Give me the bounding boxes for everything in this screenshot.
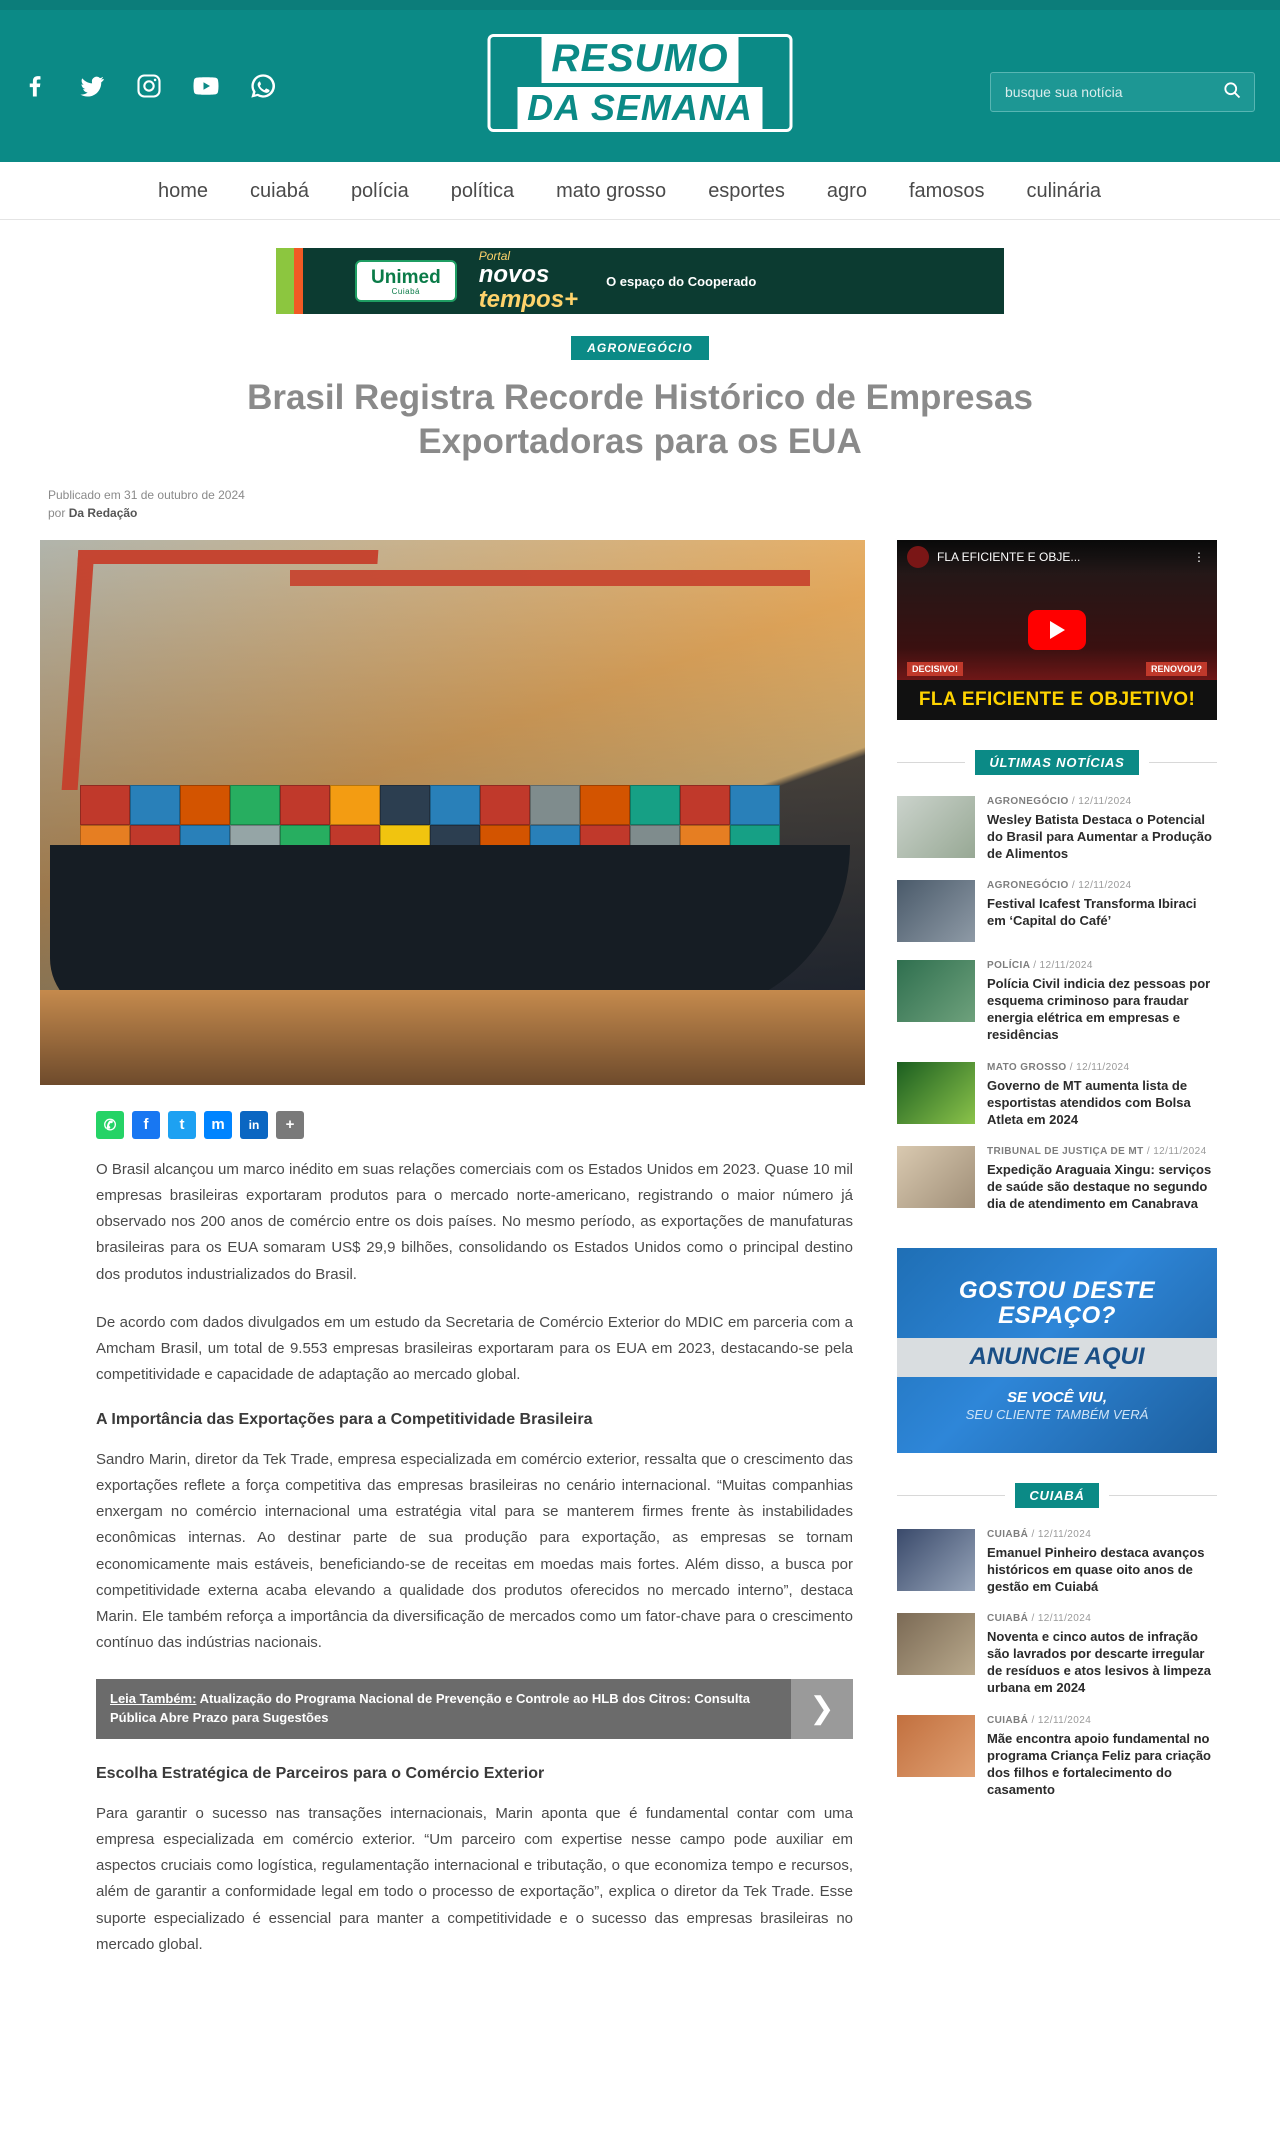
news-headline[interactable]: Noventa e cinco autos de infração são lavrados por descarte irregular de resíduos e atos lesivos à limpeza urbana em 2024 <box>987 1629 1211 1696</box>
news-headline[interactable]: Mãe encontra apoio fundamental no programa Criança Feliz para criação dos filhos e fortalecimento do casamento <box>987 1730 1211 1798</box>
search-input[interactable] <box>1003 83 1222 101</box>
news-thumbnail <box>897 1613 975 1675</box>
news-category-label: POLÍCIA <box>987 959 1030 971</box>
news-headline[interactable]: Emanuel Pinheiro destaca avanços históricos em quase oito anos de gestão em Cuiabá <box>987 1544 1205 1594</box>
ad-line-2: ANUNCIE AQUI <box>897 1338 1217 1376</box>
news-date: / 12/11/2024 <box>1031 1613 1092 1624</box>
news-thumbnail <box>897 880 975 942</box>
nav-item-agro[interactable]: agro <box>826 179 867 202</box>
author-name[interactable]: Da Redação <box>68 505 138 520</box>
sidebar-ad[interactable] <box>897 1248 1217 1453</box>
list-item[interactable] <box>897 951 1217 1053</box>
article-paragraph-2: De acordo com dados divulgados em um estudo da Secretaria de Comércio Exterior do MDIC em parceria com a Amcham Brasil, um total de 9.553 empresas brasileiras exportaram para os EUA em 2023, destacando-se pela competitividade e capacidade de adaptação ao mercado global. <box>96 1313 853 1384</box>
whatsapp-icon[interactable] <box>248 71 278 101</box>
news-date: / 12/11/2024 <box>1033 959 1093 971</box>
portal-line-1: Portal <box>478 248 511 263</box>
news-category <box>987 1613 1217 1624</box>
news-date: / 12/11/2024 <box>1071 795 1132 807</box>
news-category <box>987 1715 1217 1726</box>
news-category-label: CUIABÁ <box>987 1528 1029 1540</box>
messenger-share-icon[interactable]: m <box>204 1111 232 1139</box>
article-subtitle-2: Escolha Estratégica de Parceiros para o Comércio Exterior <box>96 1764 545 1782</box>
news-date: / 12/11/2024 <box>1031 1714 1092 1726</box>
ad-line-1: GOSTOU DESTE ESPAÇO? <box>958 1276 1156 1329</box>
leaderboard-ad-wrap <box>0 220 1280 336</box>
nav-item-famosos[interactable]: famosos <box>908 179 985 202</box>
news-category <box>987 1062 1217 1073</box>
news-headline[interactable]: Polícia Civil indicia dez pessoas por esquema criminoso para fraudar energia elétrica em empresas e residências <box>987 975 1211 1043</box>
nav-item-esportes[interactable]: esportes <box>708 179 785 202</box>
unimed-city: Cuiabá <box>391 287 421 296</box>
social-links <box>20 71 278 101</box>
article-main <box>40 540 865 1981</box>
read-more-headline[interactable]: Atualização do Programa Nacional de Prevenção e Controle ao HLB dos Citros: Consulta Pública Abre Prazo para Sugestões <box>110 1690 751 1725</box>
instagram-icon[interactable] <box>134 71 164 101</box>
content-area <box>0 522 1280 2021</box>
news-category <box>987 796 1217 807</box>
news-thumbnail <box>897 1529 975 1591</box>
news-category-label: AGRONEGÓCIO <box>987 879 1069 891</box>
news-thumbnail <box>897 960 975 1022</box>
video-player[interactable] <box>897 540 1217 720</box>
site-logo[interactable] <box>488 34 793 132</box>
hero-alt-text <box>40 540 41 541</box>
crane-beam-shape <box>290 570 810 586</box>
cuiaba-section-title: CUIABÁ <box>1015 1483 1098 1508</box>
search-box[interactable] <box>990 72 1255 112</box>
news-category <box>987 1146 1217 1157</box>
twitter-share-icon[interactable]: t <box>168 1111 196 1139</box>
logo-line-2: DA SEMANA <box>517 87 763 131</box>
latest-news-header <box>897 750 1217 775</box>
whatsapp-share-icon[interactable]: ✆ <box>96 1111 124 1139</box>
facebook-share-icon[interactable]: f <box>132 1111 160 1139</box>
water-shape <box>40 990 865 1085</box>
news-date: / 12/11/2024 <box>1031 1528 1092 1540</box>
list-item[interactable] <box>897 1706 1217 1808</box>
article-category-badge[interactable]: AGRONEGÓCIO <box>571 336 709 360</box>
author-line <box>48 504 1280 522</box>
youtube-icon[interactable] <box>191 71 221 101</box>
article-category-wrap <box>0 336 1280 360</box>
author-prefix: por <box>48 505 69 520</box>
main-nav <box>0 162 1280 220</box>
article-body <box>40 1157 865 1657</box>
article-body-2 <box>40 1765 865 1959</box>
kebab-menu-icon[interactable]: ⋮ <box>1193 549 1207 564</box>
search-icon[interactable] <box>1222 80 1242 105</box>
video-tag-right: RENOVOU? <box>1146 662 1207 676</box>
latest-news-title: ÚLTIMAS NOTÍCIAS <box>975 750 1138 775</box>
news-category-label: AGRONEGÓCIO <box>987 795 1069 807</box>
news-date: / 12/11/2024 <box>1146 1146 1207 1158</box>
news-headline[interactable]: Expedição Araguaia Xingu: serviços de saúde são destaque no segundo dia de atendimento em Canabrava <box>987 1162 1212 1212</box>
news-category-label: CUIABÁ <box>987 1714 1029 1726</box>
more-share-icon[interactable]: + <box>276 1111 304 1139</box>
list-item[interactable] <box>897 871 1217 951</box>
news-thumbnail <box>897 1715 975 1777</box>
unimed-brand: Unimed <box>371 267 441 288</box>
portal-logo <box>479 250 578 313</box>
list-item[interactable] <box>897 1520 1217 1604</box>
linkedin-share-icon[interactable]: in <box>240 1111 268 1139</box>
read-more-label: Leia Também: <box>110 1690 197 1706</box>
news-category-label: TRIBUNAL DE JUSTIÇA DE MT <box>987 1146 1144 1158</box>
read-more-box[interactable] <box>96 1679 853 1739</box>
publish-date: Publicado em 31 de outubro de 2024 <box>48 487 245 502</box>
nav-item-mato-grosso[interactable]: mato grosso <box>556 179 667 202</box>
video-banner-text: FLA EFICIENTE E OBJETIVO! <box>897 680 1217 720</box>
top-strip <box>0 0 1280 10</box>
read-more-text <box>96 1679 791 1739</box>
news-category <box>987 960 1217 971</box>
page-title: Brasil Registra Recorde Histórico de Empresas Exportadoras para os EUA <box>247 378 1033 461</box>
twitter-icon[interactable] <box>77 71 107 101</box>
article-paragraph-3: Sandro Marin, diretor da Tek Trade, empresa especializada em comércio exterior, ressalta que o crescimento das exportações reflete a força competitiva das empresas brasileiras no cenário internacional. “Muitas companhias enxergam no comércio internacional uma estratégia vital para se manterem firmes frente às instabilidades econômicas internas. Ao destinar parte de sua produção para exportação, as empresas se tornam economicamente mais estáveis, beneficiando-se de receitas em moedas mais fortes. Além disso, a busca por competitividade externa acaba elevando a qualidade dos produtos oferecidos no mercado interno”, destaca Marin. Ele também reforça a importância da diversificação de mercados como um fator-chave para o crescimento contínuo das indústrias nacionais. <box>96 1450 853 1652</box>
crane-shape <box>62 550 379 790</box>
nav-item-policia[interactable]: polícia <box>350 179 409 202</box>
leaderboard-ad[interactable] <box>276 248 1004 314</box>
list-item[interactable] <box>897 787 1217 871</box>
site-header <box>0 10 1280 162</box>
article-meta <box>48 486 1280 522</box>
list-item[interactable] <box>897 1137 1217 1221</box>
portal-line-3: tempos+ <box>478 286 579 314</box>
cuiaba-section-header <box>897 1483 1217 1508</box>
nav-item-politica[interactable]: política <box>450 179 515 202</box>
news-thumbnail <box>897 796 975 858</box>
news-headline[interactable]: Governo de MT aumenta lista de esportistas atendidos com Bolsa Atleta em 2024 <box>987 1077 1191 1127</box>
channel-avatar <box>907 546 929 568</box>
article-paragraph-4: Para garantir o sucesso nas transações internacionais, Marin aponta que é fundamental contar com uma empresa especializada em comércio exterior. “Um parceiro com expertise nesse campo pode auxiliar em aspectos cruciais como logística, regulamentação internacional e tributação, o que economiza tempo e recursos, além de garantir a conformidade legal em todo o processo de exportação”, explica o diretor da Tek Trade. Esse suporte especializado é essencial para manter a competitividade e o sucesso das empresas brasileiras no mercado global. <box>96 1804 853 1953</box>
news-date: / 12/11/2024 <box>1071 879 1132 891</box>
nav-item-home[interactable]: home <box>157 179 208 202</box>
news-category <box>987 1529 1217 1540</box>
ad-tagline: O espaço do Cooperado <box>606 273 757 289</box>
video-title[interactable]: FLA EFICIENTE E OBJE... <box>937 549 1081 564</box>
video-tag-left: DECISIVO! <box>907 662 963 676</box>
list-item[interactable] <box>897 1053 1217 1137</box>
facebook-icon[interactable] <box>20 71 50 101</box>
article-subtitle-1: A Importância das Exportações para a Competitividade Brasileira <box>96 1410 593 1428</box>
portal-line-2: novos <box>478 261 550 289</box>
news-headline[interactable]: Festival Icafest Transforma Ibiraci em ‘Capital do Café’ <box>987 895 1197 929</box>
play-button-icon[interactable] <box>1028 610 1086 650</box>
nav-item-culinaria[interactable]: culinária <box>1026 179 1102 202</box>
sidebar <box>897 540 1217 1808</box>
logo-line-1: RESUMO <box>541 36 738 83</box>
news-date: / 12/11/2024 <box>1069 1061 1130 1073</box>
ad-line-4: SEU CLIENTE TAMBÉM VERÁ <box>965 1407 1149 1423</box>
ad-stripes <box>276 248 319 314</box>
news-category-label: MATO GROSSO <box>987 1061 1067 1073</box>
share-buttons <box>40 1085 865 1157</box>
news-thumbnail <box>897 1146 975 1208</box>
article-hero-image <box>40 540 865 1085</box>
news-category-label: CUIABÁ <box>987 1613 1029 1624</box>
list-item[interactable] <box>897 1604 1217 1706</box>
news-category <box>987 880 1217 891</box>
news-headline[interactable]: Wesley Batista Destaca o Potencial do Brasil para Aumentar a Produção de Alimentos <box>987 811 1212 861</box>
chevron-right-icon[interactable]: ❯ <box>791 1679 853 1739</box>
nav-item-cuiaba[interactable]: cuiabá <box>250 179 309 202</box>
ad-line-3: SE VOCÊ VIU, <box>1006 1388 1108 1406</box>
video-header <box>897 540 1217 574</box>
news-thumbnail <box>897 1062 975 1124</box>
article-paragraph-1: O Brasil alcançou um marco inédito em suas relações comerciais com os Estados Unidos em 2023. Quase 10 mil empresas brasileiras exportaram produtos para o mercado norte-americano, registrando o maior número já observado nos 200 anos de comércio entre os dois países. No mesmo período, as exportações de manufaturas brasileiras para os EUA somaram US$ 29,9 bilhões, consolidando os Estados Unidos como o principal destino dos produtos industrializados do Brasil. <box>96 1160 853 1283</box>
unimed-logo <box>355 260 457 302</box>
